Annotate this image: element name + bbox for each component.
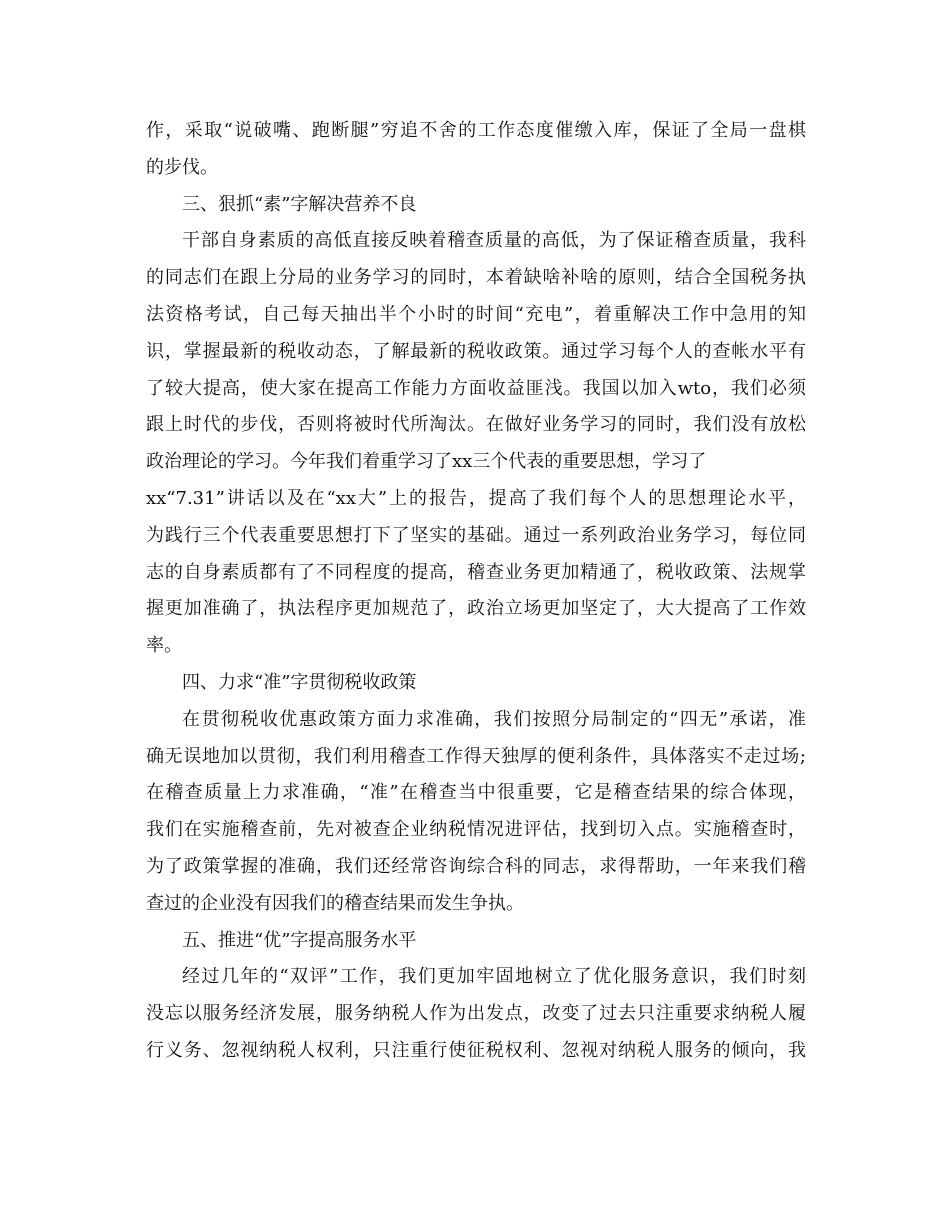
text-line: 跟上时代的步伐，否则将被时代所淘汰。在做好业务学习的同时，我们没有放松	[146, 414, 806, 436]
text-line: 我们在实施稽查前，先对被查企业纳税情况进评估，找到切入点。实施稽查时，	[146, 819, 806, 841]
text-line: 干部自身素质的高低直接反映着稽查质量的高低，为了保证稽查质量，我科	[182, 230, 806, 252]
text-line: 在贯彻税收优惠政策方面力求准确，我们按照分局制定的“四无”承诺，准	[182, 708, 806, 730]
text-line: 了较大提高，使大家在提高工作能力方面收益匪浅。我国以加入wto，我们必须	[146, 377, 806, 399]
text-line: 行义务、忽视纳税人权利，只注重行使征税权利、忽视对纳税人服务的倾向，我	[146, 1039, 806, 1061]
text-line: 没忘以服务经济发展，服务纳税人作为出发点，改变了过去只注重要求纳税人履	[146, 1003, 806, 1025]
text-line: 在稽查质量上力求准确，“准”在稽查当中很重要，它是稽查结果的综合体现，	[146, 782, 806, 804]
text-line: 握更加准确了，执法程序更加规范了，政治立场更加坚定了，大大提高了工作效	[146, 598, 806, 620]
text-line: 的同志们在跟上分局的业务学习的同时，本着缺啥补啥的原则，结合全国税务执	[146, 267, 806, 289]
text-line: xx“7.31”讲话以及在“xx大”上的报告，提高了我们每个人的思想理论水平，	[146, 487, 806, 509]
text-line: 识，掌握最新的税收动态，了解最新的税收政策。通过学习每个人的查帐水平有	[146, 340, 806, 362]
text-line: 三、狠抓“素”字解决营养不良	[182, 193, 417, 215]
text-line: 四、力求“准”字贯彻税收政策	[182, 671, 417, 693]
body-text	[146, 113, 806, 1070]
text-line: 法资格考试，自己每天抽出半个小时的时间“充电”，着重解决工作中急用的知	[146, 303, 806, 325]
text-line: 政治理论的学习。今年我们着重学习了xx三个代表的重要思想，学习了	[146, 451, 707, 473]
text-line: 五、推进“优”字提高服务水平	[182, 929, 417, 951]
text-line: 作，采取“说破嘴、跑断腿”穷追不舍的工作态度催缴入库，保证了全局一盘棋	[146, 120, 806, 141]
text-line: 率。	[146, 635, 182, 657]
text-line: 为了政策掌握的准确，我们还经常咨询综合科的同志，求得帮助，一年来我们稽	[146, 855, 806, 877]
text-line: 志的自身素质都有了不同程度的提高，稽查业务更加精通了，税收政策、法规掌	[146, 561, 806, 583]
text-line: 的步伐。	[146, 156, 218, 178]
text-line: 经过几年的“双评”工作，我们更加牢固地树立了优化服务意识，我们时刻	[182, 966, 806, 988]
text-line: 确无误地加以贯彻，我们利用稽查工作得天独厚的便利条件，具体落实不走过场;	[146, 745, 806, 767]
text-line: 为践行三个代表重要思想打下了坚实的基础。通过一系列政治业务学习，每位同	[146, 524, 806, 546]
text-line: 查过的企业没有因我们的稽查结果而发生争执。	[146, 892, 524, 914]
